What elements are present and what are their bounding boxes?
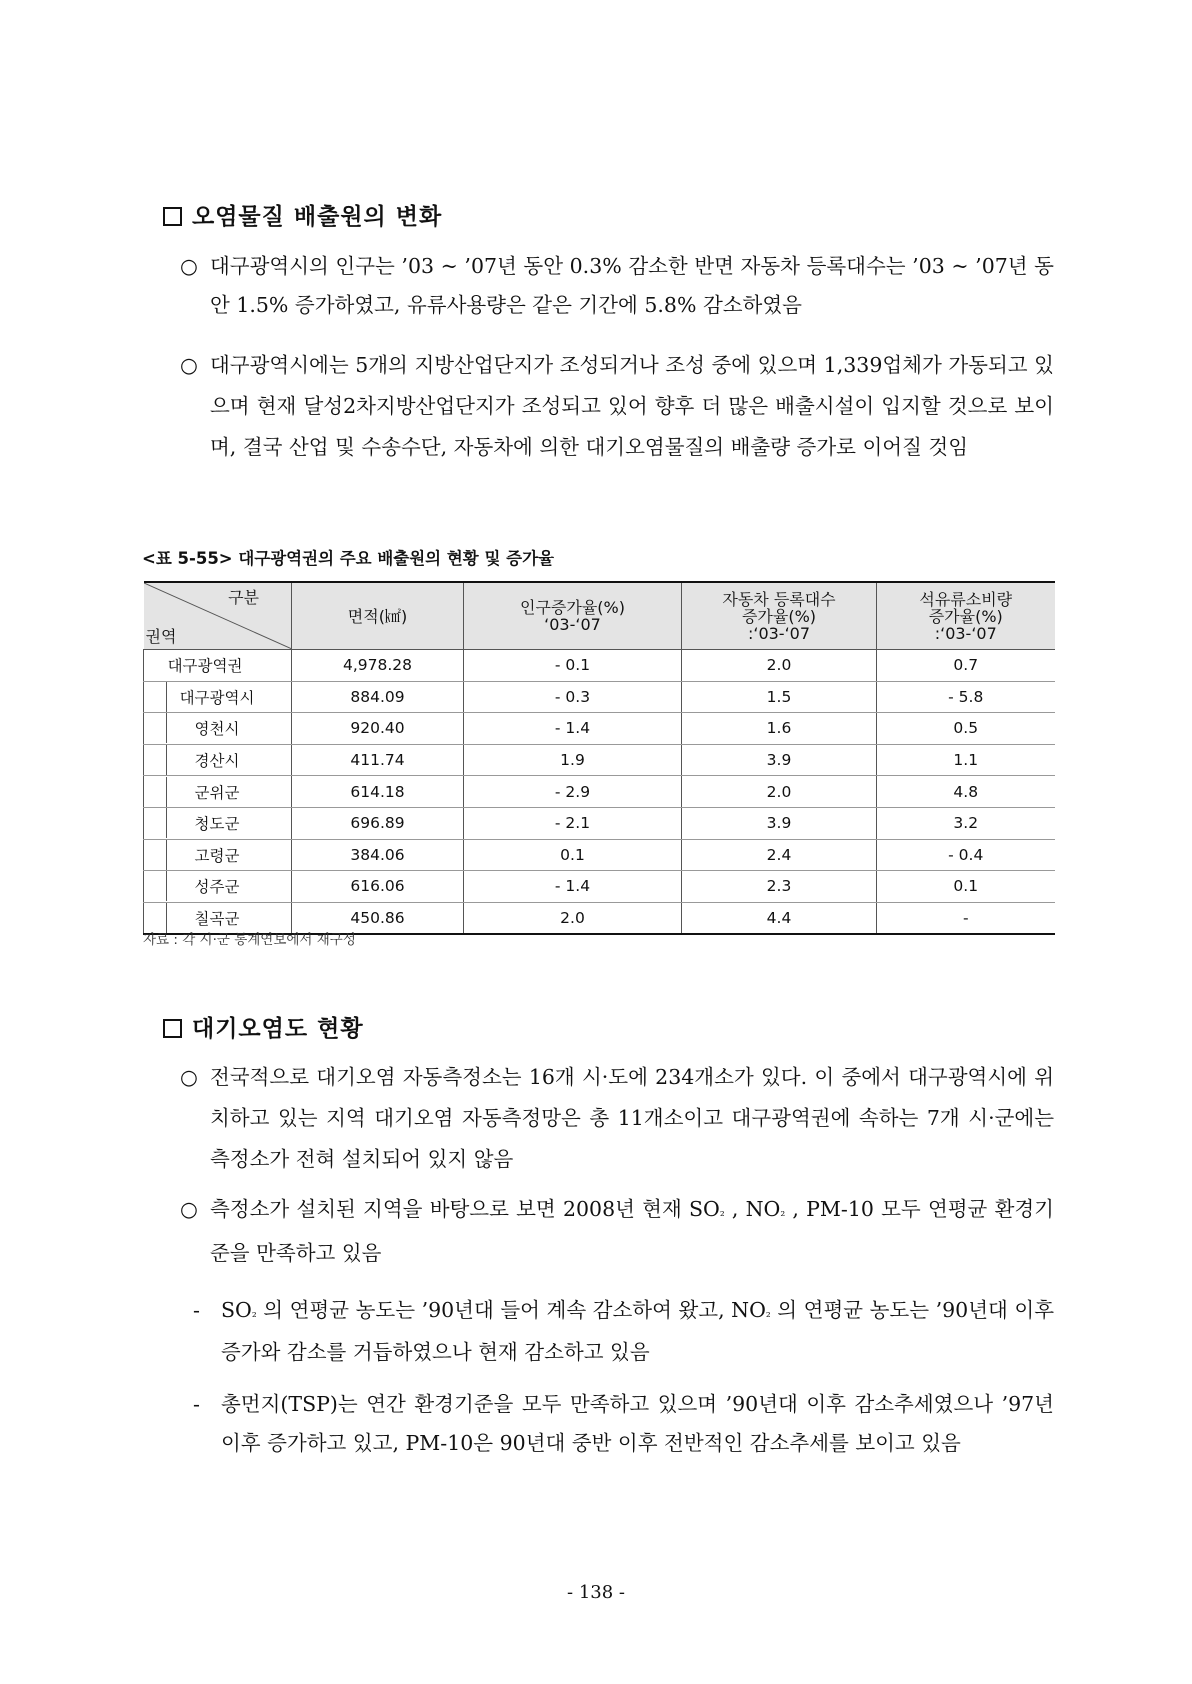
circle-bullet-icon: ○	[180, 254, 198, 278]
header-area: 면적(㎢)	[292, 582, 464, 650]
dash-paragraph	[193, 1291, 1054, 1372]
table-row	[144, 681, 1055, 713]
cell-area: 920.40	[292, 713, 464, 745]
cell-oil-growth: 1.1	[877, 744, 1055, 776]
cell-population-growth: 0.1	[464, 839, 682, 871]
table-row	[144, 744, 1055, 776]
cell-region: 대구광역시	[144, 681, 292, 713]
bullet-paragraph	[180, 247, 1054, 325]
cell-area: 450.86	[292, 902, 464, 934]
header-population-growth: 인구증가율(%) ‘03-‘07	[464, 582, 682, 650]
table-row	[144, 871, 1055, 903]
cell-population-growth: - 1.4	[464, 713, 682, 745]
cell-vehicle-growth: 1.6	[682, 713, 877, 745]
cell-area: 884.09	[292, 681, 464, 713]
cell-region: 고령군	[144, 839, 292, 871]
circle-bullet-icon: ○	[180, 1197, 198, 1221]
cell-vehicle-growth: 2.4	[682, 839, 877, 871]
cell-area: 616.06	[292, 871, 464, 903]
section-heading-emission-sources	[163, 198, 442, 231]
dash-bullet: -	[193, 1298, 200, 1322]
cell-oil-growth: -	[877, 902, 1055, 934]
corner-label-category: 구분	[228, 588, 259, 607]
cell-area: 614.18	[292, 776, 464, 808]
table-row	[144, 713, 1055, 745]
cell-region: 칠곡군	[144, 902, 292, 934]
section-title: 오염물질 배출원의 변화	[192, 203, 443, 230]
paragraph-text: 전국적으로 대기오염 자동측정소는 16개 시·도에 234개소가 있다. 이 중에서 대구광역시에 위치하고 있는 지역 대기오염 자동측정망은 총 11개소이고 대구광역권에 속하는 7개 시·군에는 측정소가 전혀 설치되어 있지 않음	[210, 1065, 1054, 1171]
cell-area: 4,978.28	[292, 650, 464, 682]
page-number: - 138 -	[567, 1582, 625, 1603]
cell-oil-growth: - 5.8	[877, 681, 1055, 713]
corner-header-cell	[144, 582, 292, 650]
cell-vehicle-growth: 3.9	[682, 807, 877, 839]
cell-vehicle-growth: 4.4	[682, 902, 877, 934]
square-bullet-icon	[163, 1019, 182, 1038]
cell-area: 384.06	[292, 839, 464, 871]
section-title: 대기오염도 현황	[192, 1015, 364, 1042]
cell-region: 대구광역권	[144, 650, 292, 682]
cell-oil-growth: 4.8	[877, 776, 1055, 808]
cell-vehicle-growth: 3.9	[682, 744, 877, 776]
table-row	[144, 807, 1055, 839]
cell-region: 청도군	[144, 807, 292, 839]
cell-oil-growth: 0.5	[877, 713, 1055, 745]
cell-population-growth: - 2.9	[464, 776, 682, 808]
emission-source-table	[143, 581, 1055, 935]
table-source-note: 자료 : 각 시·군 통계연보에서 재구성	[143, 932, 356, 948]
table-row	[144, 776, 1055, 808]
table-header-row	[144, 582, 1055, 650]
table-caption: <표 5-55> 대구광역권의 주요 배출원의 현황 및 증가율	[142, 549, 554, 568]
paragraph-text: SO₂ 의 연평균 농도는 ’90년대 들어 계속 감소하여 왔고, NO₂ 의 연평균 농도는 ’90년대 이후 증가와 감소를 거듭하였으나 현재 감소하고 있음	[221, 1298, 1054, 1364]
table-row	[144, 650, 1055, 682]
cell-region: 경산시	[144, 744, 292, 776]
cell-vehicle-growth: 2.0	[682, 776, 877, 808]
paragraph-text: 측정소가 설치된 지역을 바탕으로 보면 2008년 현재 SO₂ , NO₂ , PM-10 모두 연평균 환경기준을 만족하고 있음	[210, 1197, 1054, 1265]
header-vehicle-growth: 자동차 등록대수 증가율(%) :‘03-‘07	[682, 582, 877, 650]
cell-population-growth: - 0.1	[464, 650, 682, 682]
cell-region: 성주군	[144, 871, 292, 903]
cell-vehicle-growth: 2.0	[682, 650, 877, 682]
header-oil-consumption-growth: 석유류소비량 증가율(%) :‘03-‘07	[877, 582, 1055, 650]
table-row	[144, 839, 1055, 871]
bullet-paragraph	[180, 1189, 1054, 1274]
dash-paragraph	[193, 1385, 1054, 1463]
cell-region: 영천시	[144, 713, 292, 745]
cell-oil-growth: 0.7	[877, 650, 1055, 682]
cell-population-growth: - 1.4	[464, 871, 682, 903]
corner-label-region: 권역	[145, 627, 177, 646]
cell-population-growth: 2.0	[464, 902, 682, 934]
paragraph-text: 대구광역시에는 5개의 지방산업단지가 조성되거나 조성 중에 있으며 1,339업체가 가동되고 있으며 현재 달성2차지방산업단지가 조성되고 있어 향후 더 많은 배출시설이 입지할 것으로 보이며, 결국 산업 및 수송수단, 자동차에 의한 대기오염물질의 배출량 증가로 이어질 것임	[210, 353, 1054, 459]
cell-population-growth: - 0.3	[464, 681, 682, 713]
dash-bullet: -	[193, 1392, 200, 1416]
cell-oil-growth: 3.2	[877, 807, 1055, 839]
paragraph-text: 총먼지(TSP)는 연간 환경기준을 모두 만족하고 있으며 ’90년대 이후 감소추세였으나 ’97년 이후 증가하고 있고, PM-10은 90년대 중반 이후 전반적인 감소추세를 보이고 있음	[221, 1392, 1054, 1455]
section-heading-air-pollution	[163, 1010, 364, 1043]
cell-population-growth: 1.9	[464, 744, 682, 776]
circle-bullet-icon: ○	[180, 353, 198, 377]
cell-area: 411.74	[292, 744, 464, 776]
circle-bullet-icon: ○	[180, 1065, 198, 1089]
cell-vehicle-growth: 1.5	[682, 681, 877, 713]
cell-oil-growth: 0.1	[877, 871, 1055, 903]
cell-population-growth: - 2.1	[464, 807, 682, 839]
square-bullet-icon	[163, 207, 182, 226]
bullet-paragraph	[180, 345, 1054, 468]
cell-area: 696.89	[292, 807, 464, 839]
cell-region: 군위군	[144, 776, 292, 808]
cell-oil-growth: - 0.4	[877, 839, 1055, 871]
bullet-paragraph	[180, 1057, 1054, 1180]
paragraph-text: 대구광역시의 인구는 ’03 ~ ’07년 동안 0.3% 감소한 반면 자동차 등록대수는 ’03 ~ ’07년 동안 1.5% 증가하였고, 유류사용량은 같은 기간에 5.8% 감소하였음	[210, 254, 1054, 317]
cell-vehicle-growth: 2.3	[682, 871, 877, 903]
